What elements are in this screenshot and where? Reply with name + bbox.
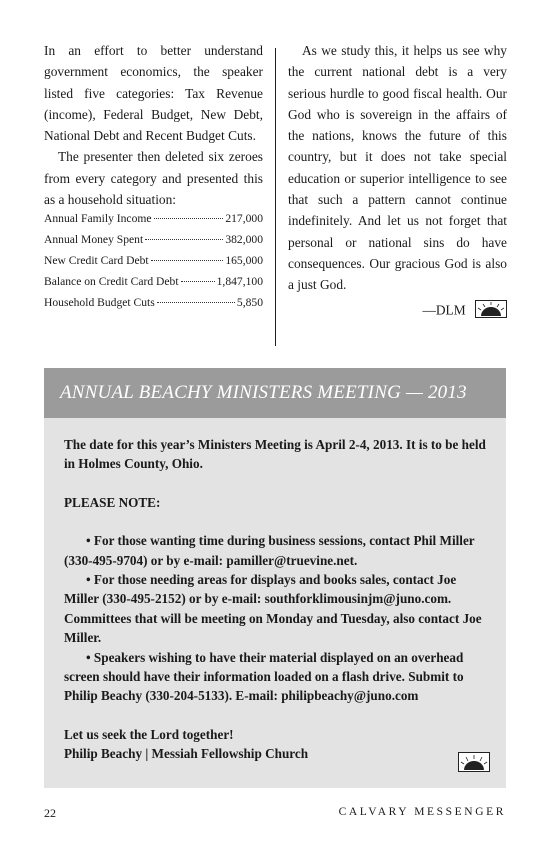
- dot-leader: [157, 302, 235, 303]
- left-column: [44, 40, 263, 313]
- sunrise-emblem-icon: [475, 300, 507, 318]
- stat-value: 382,000: [225, 233, 263, 247]
- stat-value: 217,000: [225, 212, 263, 226]
- announcement-box: [44, 368, 506, 788]
- dot-leader: [154, 218, 224, 219]
- stat-row: [44, 208, 263, 229]
- meeting-date-text: The date for this year’s Ministers Meeting is April 2-4, 2013. It is to be held in Holmes County, Ohio.: [64, 437, 486, 472]
- stat-label: Balance on Credit Card Debt: [44, 275, 179, 289]
- editorial-paragraph: As we study this, it helps us see why the current national debt is a very serious hurdle to good fiscal health. Our God who is sovereign in the affairs of the nations, knows the future of this country, but it does not take special education or superior intelligence to see that such a pattern cannot continue indefinitely. And let us not forget that personal or national sins do have consequences. Our gracious God is also a just God.: [288, 43, 507, 293]
- stat-row: [44, 250, 263, 271]
- page-number: 22: [44, 806, 56, 820]
- dot-leader: [145, 239, 223, 240]
- stat-value: 5,850: [236, 296, 263, 310]
- publication-title: CALVARY MESSENGER: [338, 806, 506, 818]
- closing-line: Let us seek the Lord together!: [64, 726, 234, 742]
- bullet-item: • For those needing areas for displays and books sales, contact Joe Miller (330-495-2152) or by e-mail: southforklimousinjm@juno.com. Committees that will be meeting on Monday and Tuesday, also contact Joe Miller.: [64, 572, 482, 646]
- sunrise-emblem-icon: [458, 752, 490, 772]
- stat-label: Annual Family Income: [44, 212, 152, 226]
- bullet-item: • Speakers wishing to have their material displayed on an overhead screen should have their information loaded on a flash drive. Submit to Philip Beachy (330-204-5133). E-mail: philipbeachy@juno.com: [64, 649, 464, 704]
- announcement-body: [44, 418, 506, 764]
- household-paragraph: The presenter then deleted six zeroes from every category and presented this as a household situation:: [44, 149, 263, 208]
- stat-value: 1,847,100: [216, 275, 263, 289]
- stat-row: [44, 229, 263, 250]
- stat-label: Annual Money Spent: [44, 233, 144, 247]
- author-initials: —DLM: [422, 301, 466, 317]
- right-column: [288, 40, 507, 320]
- stat-label: Household Budget Cuts: [44, 296, 155, 310]
- stat-row: [44, 271, 263, 292]
- note-heading: PLEASE NOTE:: [64, 494, 161, 510]
- stat-value: 165,000: [225, 254, 263, 268]
- column-divider: [275, 48, 276, 346]
- closing-block: [64, 725, 488, 764]
- bullet-item: • For those wanting time during business sessions, contact Phil Miller (330-495-9704) or by e-mail: pamiller@truevine.net.: [64, 533, 475, 568]
- stat-row: [44, 292, 263, 313]
- intro-paragraph: In an effort to better understand government economics, the speaker listed five categories: Tax Revenue (income), Federal Budget, New Debt, National Debt and Recent Budget Cuts.: [44, 43, 263, 144]
- announcement-title: ANNUAL BEACHY MINISTERS MEETING — 2013: [44, 368, 506, 418]
- budget-stats-list: [44, 208, 263, 313]
- signoff-line: Philip Beachy | Messiah Fellowship Church: [64, 746, 309, 762]
- dot-leader: [181, 281, 215, 282]
- signature-line: [288, 298, 507, 321]
- dot-leader: [151, 260, 224, 261]
- stat-label: New Credit Card Debt: [44, 254, 149, 268]
